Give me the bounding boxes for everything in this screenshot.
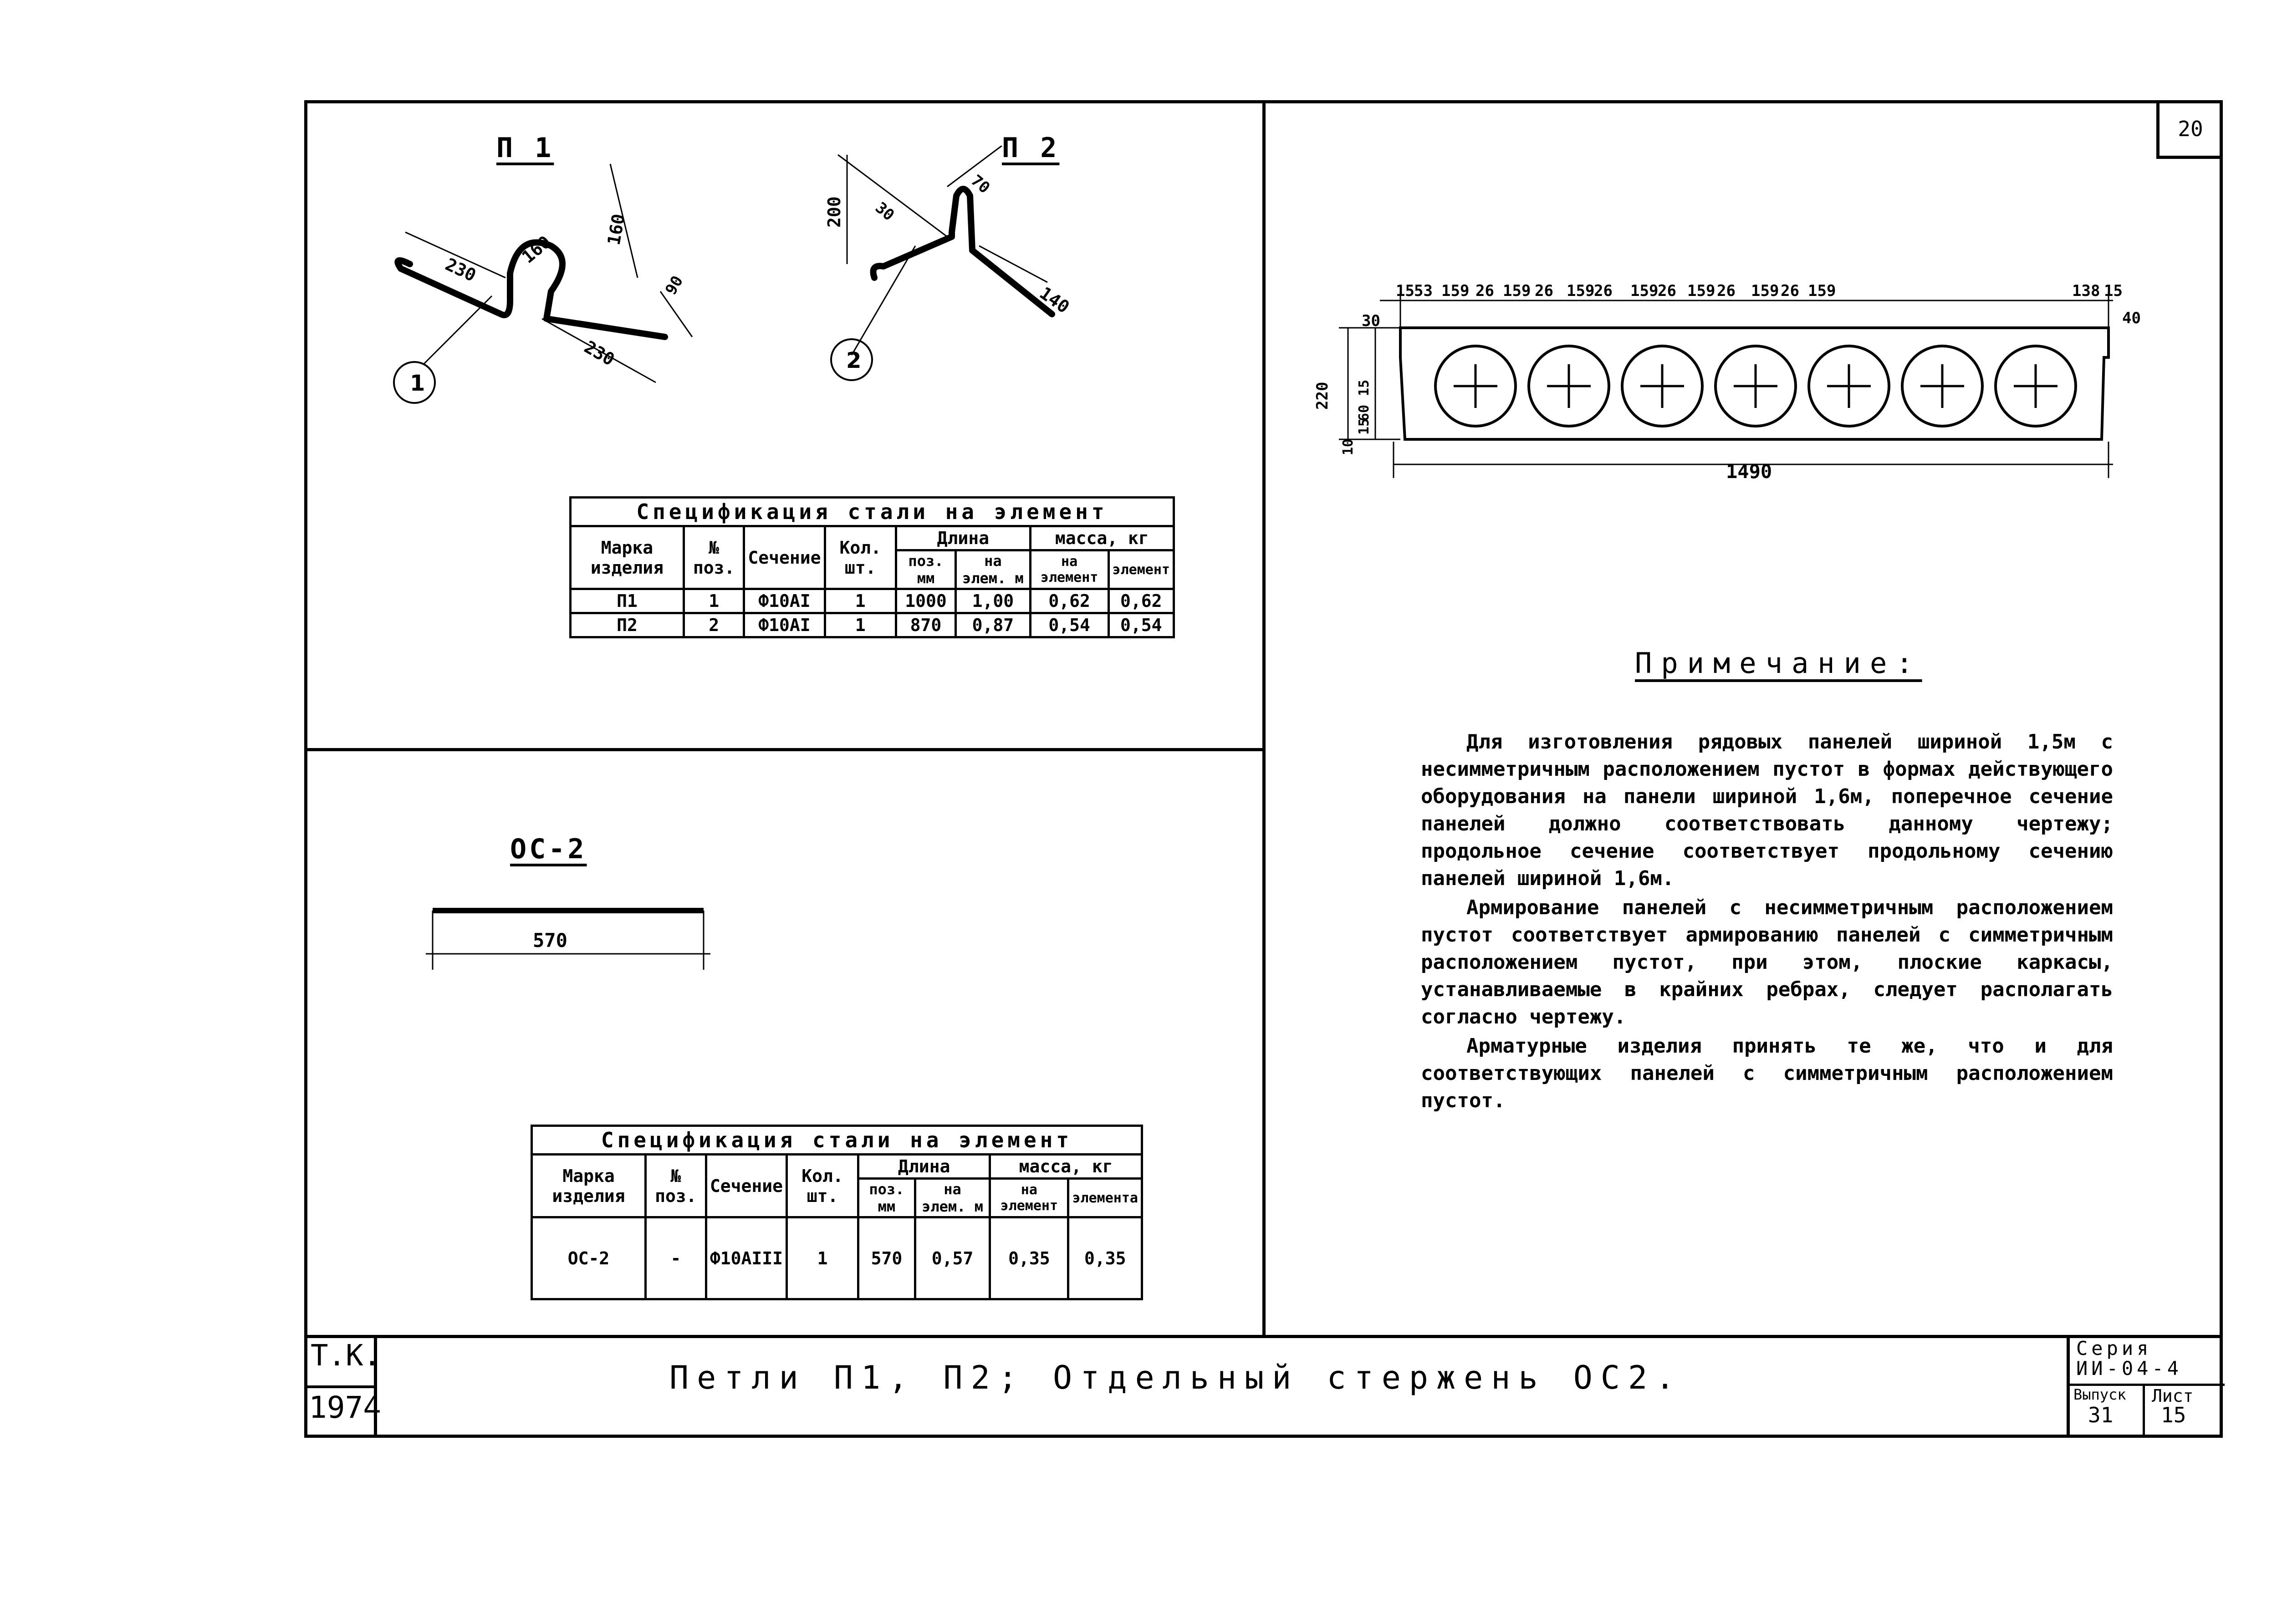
cell: 1 (786, 1217, 858, 1299)
table2-header-length-elem: на элем. м (915, 1179, 990, 1217)
title-block-left (304, 1336, 381, 1436)
table-row (571, 589, 1174, 613)
panel-top-dim-label: 159 (1687, 282, 1715, 300)
p1-label: П 1 (496, 132, 554, 164)
sheet-value: 15 (2161, 1403, 2186, 1427)
table2-header-qty: Кол. шт. (786, 1155, 858, 1217)
loops-drawing (346, 146, 1211, 428)
marker-2: 2 (846, 348, 862, 373)
cell: 570 (858, 1217, 915, 1299)
table2-header-length: Длина (858, 1155, 990, 1179)
panel-top-dim-label: 26 (1658, 282, 1676, 300)
panel-top-dim-label: 159 (1567, 282, 1595, 300)
table1-header-length-elem: на элем. м (956, 550, 1031, 589)
table1-header-qty: Кол. шт. (825, 526, 896, 589)
table2-header-mass-total: элемента (1068, 1179, 1142, 1217)
table-row (532, 1217, 1142, 1299)
table1-header-mass-total: элемент (1108, 550, 1174, 589)
cell: 1 (684, 589, 744, 613)
issue-label: Выпуск (2073, 1386, 2126, 1403)
cell: 0,54 (1030, 613, 1108, 637)
cell: 0,54 (1108, 613, 1174, 637)
os2-label: ОС-2 (510, 833, 587, 865)
table2-header-pos: № поз. (646, 1155, 706, 1217)
issue-value: 31 (2088, 1403, 2114, 1427)
panel-top-dim-label: 159 (1503, 282, 1531, 300)
panel-top-dims (1396, 282, 2123, 300)
panel-cross-section (1302, 264, 2168, 510)
panel-top-dim-label: 138 (2072, 282, 2100, 300)
panel-top-dim-label: 26 (1594, 282, 1613, 300)
panel-dim-30: 30 (1362, 312, 1380, 330)
p2-dim-140: 140 (1036, 283, 1073, 317)
table2-header-mass: масса, кг (990, 1155, 1142, 1179)
series-label: Серия (2076, 1337, 2152, 1359)
series-value: ИИ-04-4 (2076, 1357, 2183, 1380)
table1-header-length: Длина (896, 526, 1030, 550)
panel-top-dim-label: 15 (2104, 282, 2123, 300)
table2-header-mark: Марка изделия (532, 1155, 646, 1217)
cell: 1 (825, 589, 896, 613)
cell: - (646, 1217, 706, 1299)
p1-dim-90: 90 (662, 273, 687, 298)
title-block-stamp (2067, 1336, 2221, 1436)
panel-top-dim-label: 159 (1751, 282, 1779, 300)
title-band-line (304, 1335, 2223, 1338)
os2-drawing (419, 901, 720, 993)
table1-header-length-pos: поз. мм (896, 550, 955, 589)
sheet-number-box (2156, 102, 2221, 159)
p1-dim-160b: 160 (603, 212, 629, 247)
cell: Ф10АIII (706, 1217, 786, 1299)
cell: 1 (825, 613, 896, 637)
cell: Ф10АI (744, 589, 825, 613)
table1-header-mass-elem: на элемент (1030, 550, 1108, 589)
table1-header-mark: Марка изделия (571, 526, 684, 589)
panel-top-dim-label: 15 (1396, 282, 1414, 300)
marker-1: 1 (410, 371, 425, 396)
cell: ОС-2 (532, 1217, 646, 1299)
table2-header-mass-elem: на элемент (990, 1179, 1068, 1217)
cell: 0,57 (915, 1217, 990, 1299)
cell: 1000 (896, 589, 955, 613)
panel-top-dim-label: 53 (1414, 282, 1433, 300)
vertical-divider (1262, 100, 1266, 1338)
p2-dim-200: 200 (824, 196, 844, 228)
cell: 0,87 (956, 613, 1031, 637)
p1-dim-160a: 160 (518, 232, 555, 267)
note-paragraph-2: Армирование панелей с несимметричным расположением пустот соответствует армированию панелей с симметричным расположением пустот, при этом, плоские каркасы, устанавливаемые в крайних ребрах, следует располагать согласно чертежу. (1421, 896, 2113, 1028)
note-paragraph-3: Арматурные изделия принять те же, что и для соответствующих панелей с симметричным расположением пустот. (1421, 1034, 2113, 1112)
steel-spec-table-1 (569, 496, 1175, 638)
cell: П2 (571, 613, 684, 637)
steel-spec-table-2 (531, 1125, 1143, 1300)
table1-header-mass: масса, кг (1030, 526, 1174, 550)
os2-dim: 570 (533, 929, 567, 952)
panel-dim-10: 10 (1340, 438, 1356, 455)
panel-top-dim-label: 26 (1717, 282, 1736, 300)
sheet-caption: Петли П1, П2; Отдельный стержень ОС2. (669, 1359, 1683, 1396)
table1-title: Спецификация стали на элемент (571, 498, 1174, 526)
sheet-number: 20 (2178, 117, 2203, 141)
table2-title: Спецификация стали на элемент (532, 1126, 1142, 1155)
year-label: 1974 (309, 1390, 381, 1425)
cell: Ф10АI (744, 613, 825, 637)
panel-dim-60: 60 (1356, 404, 1372, 421)
cell: 2 (684, 613, 744, 637)
p2-dimension-lines (838, 146, 1047, 355)
table-row (571, 613, 1174, 637)
p1-dim-230b: 230 (581, 336, 618, 370)
cell: П1 (571, 589, 684, 613)
panel-dim-15b: 15 (1356, 418, 1372, 435)
table2-header-section: Сечение (706, 1155, 786, 1217)
panel-dim-220: 220 (1313, 382, 1332, 410)
horizontal-divider (304, 748, 1265, 751)
panel-width: 1490 (1726, 460, 1772, 483)
cell: 0,62 (1108, 589, 1174, 613)
p2-dim-70: 70 (967, 171, 994, 198)
panel-top-dim-label: 26 (1535, 282, 1553, 300)
loop-p2-shape (873, 189, 1052, 314)
p2-dim-30: 30 (872, 199, 898, 225)
panel-top-dim-label: 26 (1781, 282, 1799, 300)
panel-dim-40: 40 (2122, 309, 2141, 327)
panel-top-dim-label: 159 (1441, 282, 1470, 300)
cell: 0,35 (990, 1217, 1068, 1299)
table1-header-pos: № поз. (684, 526, 744, 589)
panel-dim-15a: 15 (1356, 379, 1372, 396)
cell: 870 (896, 613, 955, 637)
note-title: Примечание: (1635, 647, 1922, 680)
cell: 0,35 (1068, 1217, 1142, 1299)
panel-top-dim-label: 159 (1808, 282, 1836, 300)
p1-dim-230a: 230 (442, 254, 480, 286)
p2-label: П 2 (1002, 132, 1060, 164)
panel-top-dim-label: 159 (1630, 282, 1659, 300)
panel-voids (1435, 346, 2076, 426)
tk-label: Т.К. (311, 1339, 381, 1373)
table1-header-section: Сечение (744, 526, 825, 589)
panel-top-dim-label: 26 (1475, 282, 1494, 300)
note-body (1421, 728, 2113, 1116)
cell: 1,00 (956, 589, 1031, 613)
note-paragraph-1: Для изготовления рядовых панелей шириной 1,5м с несимметричным расположением пустот в формах действующего оборудования на панели шириной 1,6м, поперечное сечение панелей должно соответствовать данному чертежу; продольное сечение соответствует продольному сечению панелей шириной 1,6м. (1421, 730, 2113, 890)
sheet-label: Лист (2152, 1386, 2194, 1406)
cell: 0,62 (1030, 589, 1108, 613)
table2-header-length-pos: поз. мм (858, 1179, 915, 1217)
